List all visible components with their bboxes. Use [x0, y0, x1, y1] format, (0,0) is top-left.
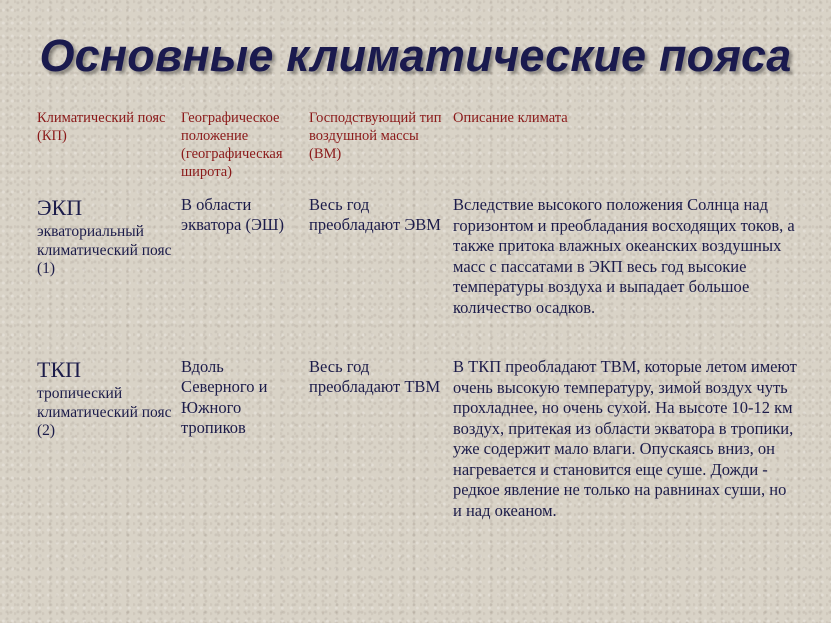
zone-description: Вследствие высокого положения Солнца над горизонтом и преобладания восходящих токов, а также притока влажных океанских воздушных масс с пассатами в ЭКП весь год высокие температуры воздуха и выпадает большое количество осадков. [453, 195, 795, 317]
header-zone: Климатический пояс (КП) [37, 110, 166, 144]
page-title: Основные климатические пояса [39, 30, 792, 81]
zone-air-mass: Весь год преобладают ТВМ [309, 357, 441, 397]
zone-name: тропический климатический пояс (2) [37, 385, 172, 439]
header-description: Описание климата [453, 110, 568, 126]
zone-location: В области экватора (ЭШ) [181, 195, 285, 235]
zone-name: экваториальный климатический пояс (1) [37, 223, 172, 277]
table-row-zone-cell [37, 357, 172, 441]
header-air-mass: Господствующий тип воздушной массы (ВМ) [309, 110, 442, 162]
zone-air-mass: Весь год преобладают ЭВМ [309, 195, 441, 235]
zone-location: Вдоль Северного и Южного тропиков [181, 357, 268, 437]
table-row-zone-cell [37, 195, 172, 279]
zone-abbreviation: ЭКП [37, 195, 83, 220]
header-location: Географическое положение (географическая широта) [181, 110, 283, 180]
zone-description: В ТКП преобладают ТВМ, которые летом имеют очень высокую температуру, зимой воздух чуть прохладнее, но очень сухой. На высоте 10-12 км воздух, притекая из области экватора в тропики, уже содержит мало влаги. Опускаясь вниз, он нагревается и становится еще суше. Дожди - редкое явление не только на равнинах суши, но и над океаном. [453, 357, 797, 520]
zone-abbreviation: ТКП [37, 357, 81, 382]
